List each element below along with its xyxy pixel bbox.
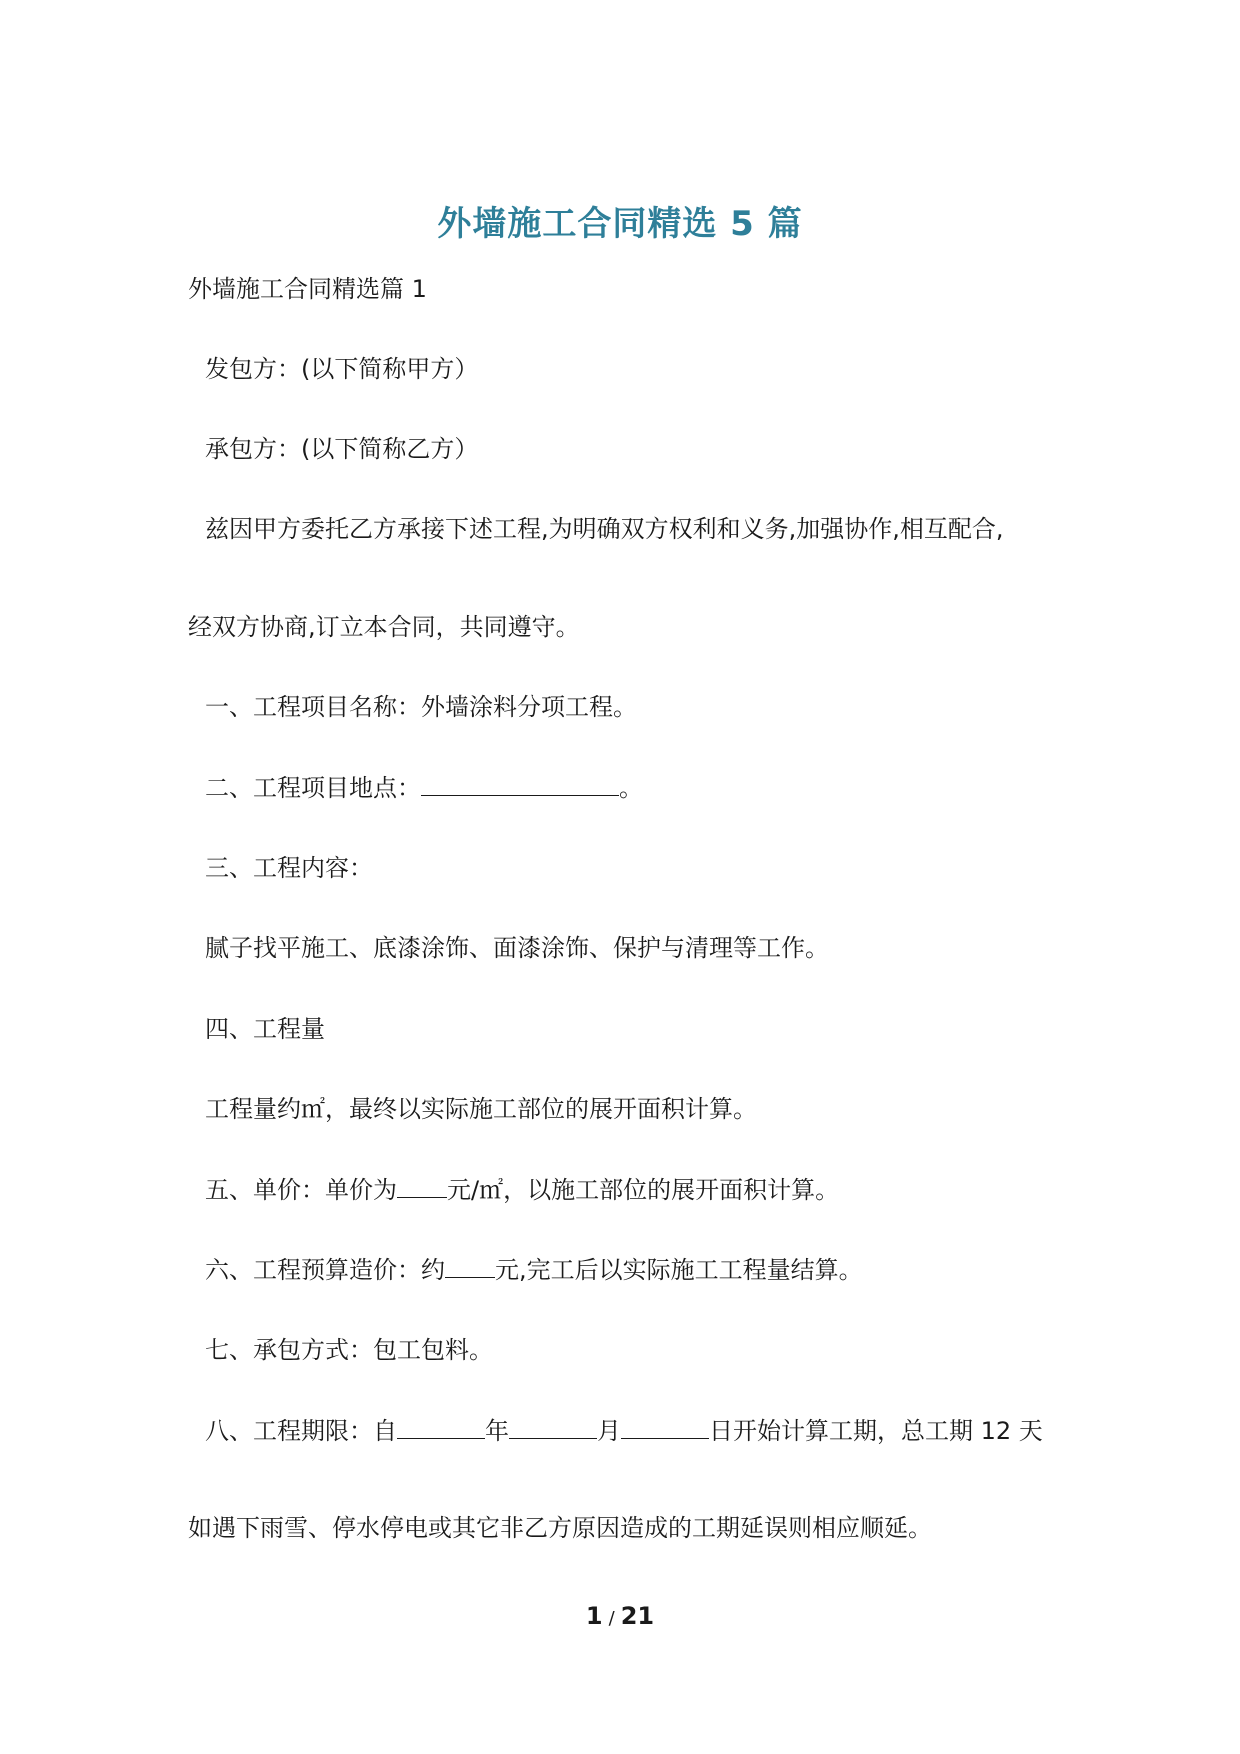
clause-2-label: 二、工程项目地点： xyxy=(205,774,421,802)
page-number xyxy=(0,1602,1240,1630)
clause-8-continuation: 如遇下雨雪、停水停电或其它非乙方原因造成的工期延误则相应顺延。 xyxy=(188,1514,932,1542)
start-day-blank xyxy=(621,1416,709,1439)
clause-5-suffix: 元/㎡，以施工部位的展开面积计算。 xyxy=(447,1176,840,1204)
budget-blank xyxy=(445,1255,495,1278)
clause-6-budget xyxy=(205,1254,863,1286)
section-heading: 外墙施工合同精选篇 1 xyxy=(188,275,427,303)
current-page: 1 xyxy=(585,1602,603,1630)
year-label: 年 xyxy=(485,1417,509,1445)
clause-8-label: 八、工程期限：自 xyxy=(205,1417,397,1445)
clause-1-project-name: 一、工程项目名称：外墙涂料分项工程。 xyxy=(205,693,637,721)
start-month-blank xyxy=(509,1416,597,1439)
clause-2-suffix: 。 xyxy=(619,774,643,802)
clause-5-label: 五、单价：单价为 xyxy=(205,1176,397,1204)
clause-6-label: 六、工程预算造价：约 xyxy=(205,1256,445,1284)
clause-2-project-location xyxy=(205,772,643,804)
clause-3-detail: 腻子找平施工、底漆涂饰、面漆涂饰、保护与清理等工作。 xyxy=(205,934,829,962)
clause-4-detail: 工程量约㎡，最终以实际施工部位的展开面积计算。 xyxy=(205,1095,757,1123)
clause-7-contract-mode: 七、承包方式：包工包料。 xyxy=(205,1336,493,1364)
clause-8-suffix: 日开始计算工期，总工期 12 天 xyxy=(709,1417,1043,1445)
location-blank xyxy=(421,773,619,796)
start-year-blank xyxy=(397,1416,485,1439)
document-title: 外墙施工合同精选 5 篇 xyxy=(437,204,803,244)
total-pages: 21 xyxy=(620,1602,655,1630)
party-a-line: 发包方：(以下简称甲方） xyxy=(205,355,479,383)
intro-paragraph-line-2: 经双方协商,订立本合同，共同遵守。 xyxy=(188,613,580,641)
clause-4-quantity: 四、工程量 xyxy=(205,1015,325,1043)
intro-paragraph-line-1: 兹因甲方委托乙方承接下述工程,为明确双方权利和义务,加强协作,相互配合, xyxy=(205,515,1004,543)
unit-price-blank xyxy=(397,1175,447,1198)
month-label: 月 xyxy=(597,1417,621,1445)
clause-5-unit-price xyxy=(205,1174,839,1206)
clause-3-work-content: 三、工程内容： xyxy=(205,854,373,882)
page-separator: / xyxy=(608,1608,615,1629)
party-b-line: 承包方：(以下简称乙方） xyxy=(205,435,479,463)
clause-6-suffix: 元,完工后以实际施工工程量结算。 xyxy=(495,1256,863,1284)
clause-8-duration xyxy=(205,1415,1043,1447)
